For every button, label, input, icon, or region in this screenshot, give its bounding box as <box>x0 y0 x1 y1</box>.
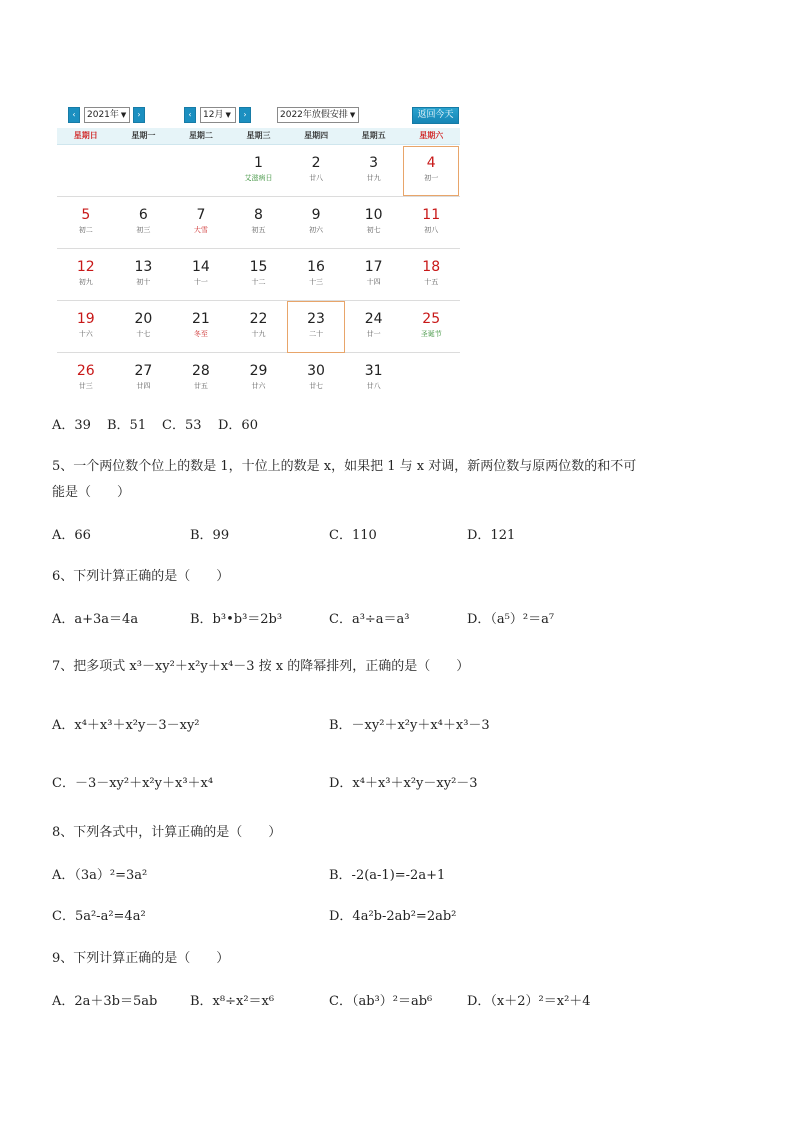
calendar-day-cell[interactable] <box>115 301 173 353</box>
lunar-label: 大雪 <box>193 226 208 234</box>
calendar-empty-cell <box>115 145 173 197</box>
q5-stem-line2: 能是（ ） <box>52 485 131 500</box>
lunar-label: 廿八 <box>309 174 324 182</box>
q8-option-d[interactable]: D．4a²b-2ab²=2ab² <box>329 909 457 924</box>
calendar-widget <box>57 106 460 405</box>
calendar-day-cell[interactable] <box>115 353 173 405</box>
calendar-day-cell[interactable] <box>172 353 230 405</box>
calendar-day-cell[interactable] <box>172 197 230 249</box>
day-number: 18 <box>422 259 441 275</box>
lunar-label: 十五 <box>424 278 439 286</box>
chevron-down-icon: ▼ <box>349 111 356 119</box>
lunar-label: 初九 <box>78 278 93 286</box>
lunar-label: 廿六 <box>251 382 266 390</box>
calendar-day-cell[interactable] <box>57 249 115 301</box>
lunar-label: 初三 <box>136 226 151 234</box>
lunar-label: 廿三 <box>78 382 93 390</box>
q5-option-c[interactable]: C．110 <box>329 528 377 543</box>
lunar-label: 十二 <box>251 278 266 286</box>
day-number: 1 <box>254 155 263 171</box>
calendar-day-cell[interactable] <box>115 249 173 301</box>
calendar-grid <box>57 145 460 405</box>
q8-option-b[interactable]: B．-2(a-1)=-2a+1 <box>329 868 446 883</box>
lunar-label: 初七 <box>366 226 381 234</box>
calendar-day-cell[interactable] <box>287 353 345 405</box>
lunar-label: 艾滋病日 <box>244 174 273 182</box>
lunar-label: 圣诞节 <box>420 330 442 338</box>
q6-option-a[interactable]: A．a+3a＝4a <box>52 612 139 627</box>
day-number: 14 <box>192 259 210 275</box>
day-number: 10 <box>364 207 383 223</box>
lunar-label: 初五 <box>251 226 266 234</box>
calendar-day-cell[interactable] <box>172 301 230 353</box>
calendar-day-cell[interactable] <box>287 145 345 197</box>
calendar-day-cell[interactable] <box>172 249 230 301</box>
q6-option-b[interactable]: B．b³•b³＝2b³ <box>190 612 283 627</box>
calendar-empty-cell <box>57 145 115 197</box>
day-number: 26 <box>76 363 95 379</box>
chevron-down-icon: ▼ <box>225 111 231 119</box>
calendar-day-cell[interactable] <box>402 249 460 301</box>
weekday-label: 星期六 <box>419 131 444 140</box>
calendar-day-cell[interactable] <box>115 197 173 249</box>
q5-option-d[interactable]: D．121 <box>467 528 516 543</box>
lunar-label: 廿七 <box>309 382 324 390</box>
calendar-empty-cell <box>402 353 460 405</box>
lunar-label: 初二 <box>78 226 93 234</box>
lunar-label: 初十 <box>136 278 151 286</box>
calendar-day-cell[interactable] <box>402 145 460 197</box>
lunar-label: 初六 <box>309 226 324 234</box>
weekday-label: 星期三 <box>246 131 271 140</box>
day-number: 3 <box>369 155 379 171</box>
q4-option-c[interactable]: C．53 <box>162 418 202 433</box>
day-number: 19 <box>76 311 95 327</box>
month-select[interactable]: 12月 ▼ <box>200 107 236 123</box>
day-number: 29 <box>249 363 268 379</box>
q4-option-a[interactable]: A．39 <box>52 418 91 433</box>
lunar-label: 廿五 <box>193 382 208 390</box>
back-to-today-button[interactable]: 返回今天 <box>412 107 459 124</box>
calendar-day-cell[interactable] <box>402 197 460 249</box>
calendar-day-cell[interactable] <box>230 249 288 301</box>
day-number: 17 <box>364 259 383 275</box>
next-month-button[interactable]: › <box>239 107 251 123</box>
weekday-label: 星期一 <box>131 131 156 140</box>
q6-option-d[interactable]: D．（a⁵）²＝a⁷ <box>467 612 555 627</box>
q6-stem: 6、下列计算正确的是（ ） <box>52 569 230 584</box>
lunar-label: 廿九 <box>366 174 381 182</box>
day-number: 21 <box>192 311 210 327</box>
day-number: 15 <box>249 259 268 275</box>
calendar-day-cell[interactable] <box>345 249 403 301</box>
year-select[interactable]: 2021年 ▼ <box>84 107 130 123</box>
lunar-label: 十九 <box>251 330 266 338</box>
day-number: 2 <box>311 155 321 171</box>
q8-stem: 8、下列各式中，计算正确的是（ ） <box>52 825 282 840</box>
calendar-day-cell[interactable] <box>402 301 460 353</box>
prev-year-button[interactable]: ‹ <box>68 107 80 123</box>
day-number: 11 <box>422 207 441 223</box>
q8-option-a[interactable]: A．（3a）²=3a² <box>52 868 148 883</box>
lunar-label: 廿八 <box>366 382 381 390</box>
q7-option-b[interactable]: B．－xy²＋x²y＋x⁴＋x³－3 <box>329 718 490 733</box>
prev-month-button[interactable]: ‹ <box>184 107 196 123</box>
q9-option-c[interactable]: C．（ab³）²＝ab⁶ <box>329 994 433 1009</box>
lunar-label: 十六 <box>78 330 93 338</box>
calendar-day-cell[interactable] <box>345 145 403 197</box>
day-number: 27 <box>134 363 153 379</box>
calendar-day-cell[interactable] <box>287 301 345 353</box>
calendar-day-cell[interactable] <box>230 145 288 197</box>
day-number: 23 <box>307 311 325 327</box>
calendar-day-cell[interactable] <box>57 353 115 405</box>
q9-option-a[interactable]: A．2a＋3b＝5ab <box>52 994 158 1009</box>
lunar-label: 廿一 <box>366 330 381 338</box>
day-number: 7 <box>196 207 206 223</box>
calendar-day-cell[interactable] <box>57 301 115 353</box>
calendar-day-cell[interactable] <box>287 249 345 301</box>
lunar-label: 初八 <box>424 226 439 234</box>
calendar-day-cell[interactable] <box>345 301 403 353</box>
lunar-label: 二十 <box>309 330 324 338</box>
calendar-day-cell[interactable] <box>345 197 403 249</box>
holiday-select[interactable]: 2022年放假安排 ▼ <box>277 107 359 123</box>
q9-option-b[interactable]: B．x⁸÷x²＝x⁶ <box>190 994 275 1009</box>
day-number: 20 <box>134 311 153 327</box>
calendar-day-cell[interactable] <box>230 301 288 353</box>
day-number: 22 <box>249 311 268 327</box>
day-number: 5 <box>81 207 91 223</box>
weekday-label: 星期五 <box>361 131 386 140</box>
calendar-empty-cell <box>172 145 230 197</box>
calendar-day-cell[interactable] <box>287 197 345 249</box>
day-number: 25 <box>422 311 441 327</box>
q7-option-c[interactable]: C．－3－xy²＋x²y＋x³＋x⁴ <box>52 776 214 791</box>
day-number: 31 <box>364 363 383 379</box>
q8-option-c[interactable]: C．5a²-a²=4a² <box>52 909 146 924</box>
day-number: 13 <box>134 259 153 275</box>
day-number: 28 <box>192 363 210 379</box>
weekday-label: 星期四 <box>304 131 329 140</box>
day-number: 24 <box>364 311 383 327</box>
day-number: 30 <box>307 363 325 379</box>
lunar-label: 十三 <box>309 278 324 286</box>
calendar-day-cell[interactable] <box>230 353 288 405</box>
lunar-label: 廿四 <box>136 382 151 390</box>
lunar-label: 十四 <box>366 278 381 286</box>
day-number: 6 <box>138 207 148 223</box>
day-number: 4 <box>426 155 436 171</box>
q7-option-a[interactable]: A．x⁴＋x³＋x²y－3－xy² <box>52 718 200 733</box>
calendar-day-cell[interactable] <box>230 197 288 249</box>
day-number: 9 <box>311 207 321 223</box>
q9-stem: 9、下列计算正确的是（ ） <box>52 951 230 966</box>
calendar-day-cell[interactable] <box>345 353 403 405</box>
q4-option-d[interactable]: D．60 <box>218 418 258 433</box>
calendar-toolbar <box>57 106 460 126</box>
weekday-label: 星期二 <box>188 131 213 140</box>
lunar-label: 十一 <box>193 278 208 286</box>
chevron-down-icon: ▼ <box>120 111 127 119</box>
day-number: 16 <box>307 259 325 275</box>
lunar-label: 初一 <box>424 174 439 182</box>
q4-option-b[interactable]: B．51 <box>107 418 147 433</box>
calendar-day-cell[interactable] <box>57 197 115 249</box>
q6-option-c[interactable]: C．a³÷a＝a³ <box>329 612 410 627</box>
q9-option-d[interactable]: D．（x＋2）²＝x²＋4 <box>467 994 591 1009</box>
weekday-label: 星期日 <box>73 131 98 140</box>
q7-option-d[interactable]: D．x⁴＋x³＋x²y－xy²－3 <box>329 776 478 791</box>
day-number: 8 <box>254 207 263 223</box>
weekday-header <box>57 128 460 145</box>
q7-stem: 7、把多项式 x³－xy²＋x²y＋x⁴－3 按 x 的降幂排列，正确的是（ ） <box>52 659 470 674</box>
lunar-label: 冬至 <box>193 330 208 338</box>
day-number: 12 <box>76 259 95 275</box>
q5-stem-line1: 5、一个两位数个位上的数是 1，十位上的数是 x，如果把 1 与 x 对调，新两位数与原两位数的和不可 <box>52 459 637 474</box>
lunar-label: 十七 <box>136 330 151 338</box>
next-year-button[interactable]: › <box>133 107 145 123</box>
q5-option-b[interactable]: B．99 <box>190 528 230 543</box>
q5-option-a[interactable]: A．66 <box>52 528 91 543</box>
